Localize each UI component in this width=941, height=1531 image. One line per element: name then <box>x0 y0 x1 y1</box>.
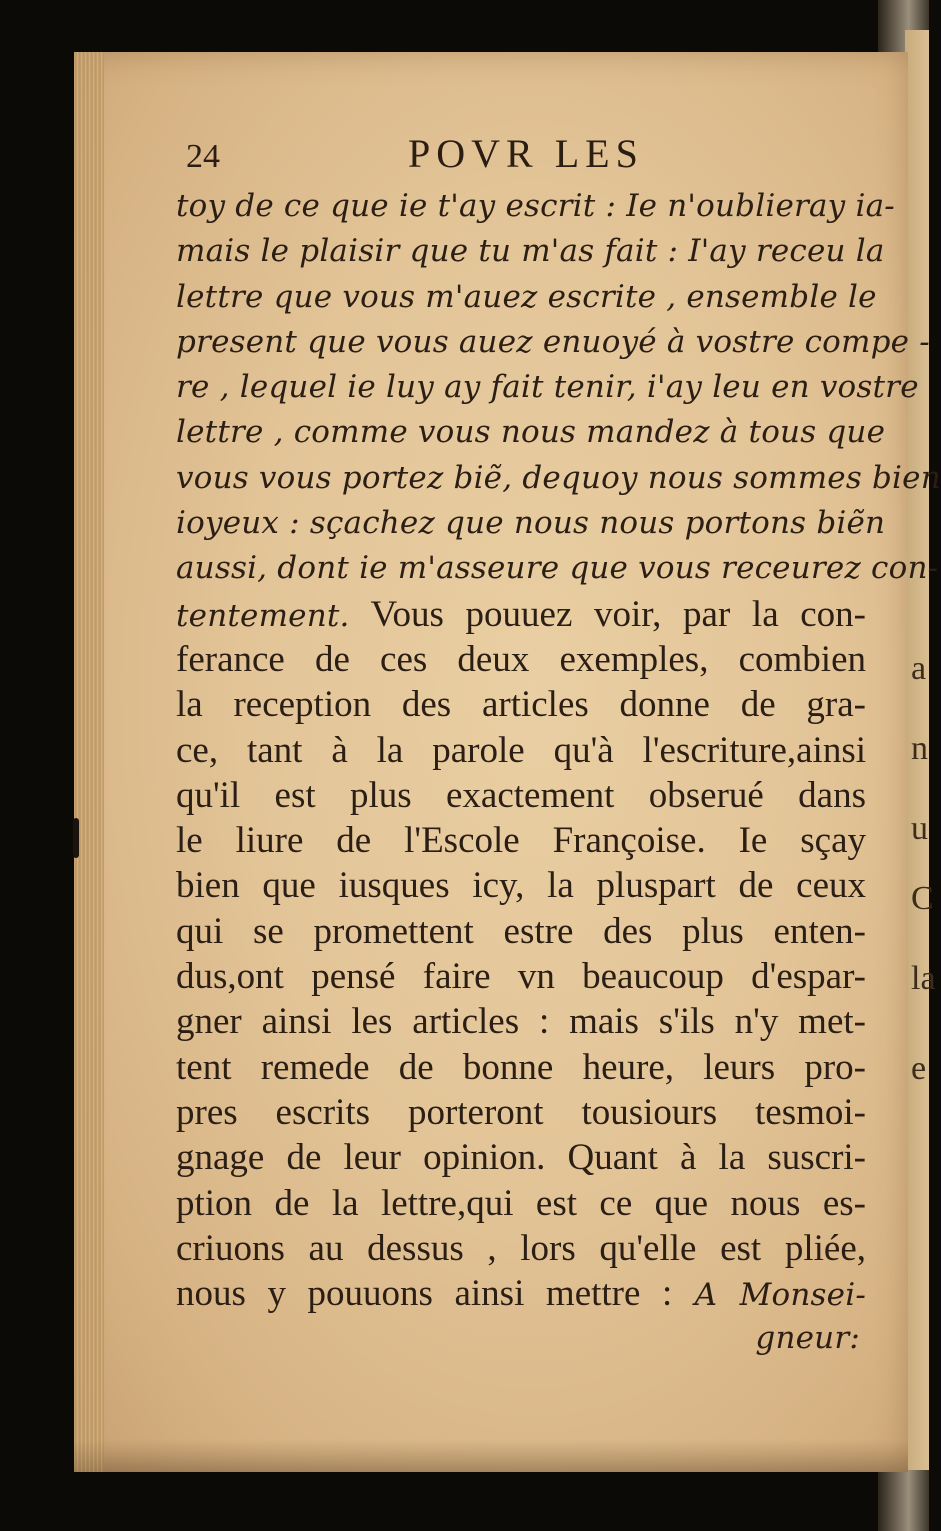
text-line: pres escrits porteront tousiours tesmoi- <box>176 1091 866 1133</box>
text-line: vous vous portez biẽ, dequoy nous sommes bien <box>176 459 941 496</box>
page-header <box>180 130 680 176</box>
italic-segment: A Monsei- <box>672 1277 866 1314</box>
text-line: qui se promettent estre des plus enten- <box>176 910 866 952</box>
text-line <box>176 592 866 637</box>
page-number: 24 <box>186 138 220 175</box>
facing-page-fragment: e <box>911 1050 927 1087</box>
roman-segment: Vous pouuez voir, par la con- <box>349 593 866 635</box>
text-line: gnage de leur opinion. Quant à la suscri- <box>176 1137 866 1179</box>
text-line: ce, tant à la parole qu'à l'escriture,ainsi <box>176 729 866 771</box>
text-line: aussi, dont ie m'asseure que vous receurez con- <box>176 550 939 587</box>
text-line: tent remede de bonne heure, leurs pro- <box>176 1046 866 1088</box>
text-line: lettre que vous m'auez escrite , ensemble le <box>176 278 877 315</box>
facing-page-fragment: C <box>911 880 934 917</box>
page-bottom-shadow <box>74 1440 908 1472</box>
text-line: criuons au dessus , lors qu'elle est pliée, <box>176 1227 866 1269</box>
margin-mark <box>73 818 79 858</box>
text-line: toy de ce que ie t'ay escrit : Ie n'oublieray ia- <box>176 188 895 224</box>
italic-segment: tentement. <box>176 597 350 634</box>
facing-page-fragment: la <box>911 960 936 997</box>
text-line: ioyeux : sçachez que nous nous portons biẽn <box>176 505 886 542</box>
text-line: bien que iusques icy, la pluspart de ceux <box>176 865 866 907</box>
text-line: dus,ont pensé faire vn beaucoup d'espar- <box>176 956 866 998</box>
text-line: gner ainsi les articles : mais s'ils n'y met- <box>176 1001 866 1043</box>
body-text <box>176 184 941 1362</box>
text-line: ferance de ces deux exemples, combien <box>176 638 866 680</box>
catchword: gneur: <box>755 1320 860 1357</box>
text-line: le liure de l'Escole Françoise. Ie sçay <box>176 820 866 862</box>
facing-page-fragment: u <box>911 810 928 847</box>
facing-page-fragment: a <box>911 650 927 687</box>
text-line: la reception des articles donne de gra- <box>176 684 866 726</box>
roman-segment: nous y pouuons ainsi mettre : <box>176 1273 673 1315</box>
running-title: POVR LES <box>408 131 644 176</box>
facing-page-fragment: n <box>911 730 928 767</box>
facing-page <box>905 30 936 1470</box>
text-line <box>176 1271 866 1316</box>
text-line: mais le plaisir que tu m'as fait : I'ay receu la <box>176 233 885 270</box>
text-line: present que vous auez enuoyé à vostre compe - <box>176 323 930 360</box>
text-line: qu'il est plus exactement obserué dans <box>176 774 866 816</box>
page-edges <box>74 52 104 1472</box>
text-line: ption de la lettre,qui est ce que nous es- <box>176 1182 866 1224</box>
text-line: re , lequel ie luy ay fait tenir, i'ay leu en vostre <box>176 369 919 406</box>
text-line: lettre , comme vous nous mandez à tous que <box>176 414 886 451</box>
